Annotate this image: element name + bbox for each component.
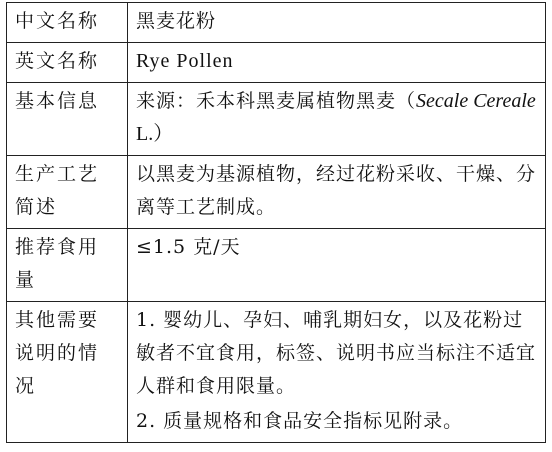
table-row-dosage	[7, 229, 546, 302]
row-value-english-name: Rye Pollen	[128, 43, 546, 83]
basic-info-latin-name: Secale Cereale	[416, 90, 536, 112]
table-row-basic-info	[7, 83, 546, 156]
table-row-english-name	[7, 43, 546, 83]
row-label-other-notes: 其他需要说明的情况	[7, 302, 128, 443]
row-value-basic-info	[128, 83, 546, 156]
row-label-basic-info: 基本信息	[7, 83, 128, 156]
info-table	[6, 2, 546, 443]
note-paragraph-2: 2. 质量规格和食品安全指标见附录。	[136, 410, 464, 432]
row-value-chinese-name: 黑麦花粉	[128, 3, 546, 43]
table-row-process	[7, 156, 546, 229]
basic-info-prefix: 来源：禾本科黑麦属植物黑麦（	[136, 90, 417, 112]
row-value-other-notes	[128, 302, 546, 443]
row-label-dosage: 推荐食用量	[7, 229, 128, 302]
row-label-process: 生产工艺简述	[7, 156, 128, 229]
note-paragraph-1: 1. 婴幼儿、孕妇、哺乳期妇女，以及花粉过敏者不宜食用，标签、说明书应当标注不适宜人群和食用限量。	[136, 309, 537, 397]
table-row-other-notes	[7, 302, 546, 443]
row-label-chinese-name: 中文名称	[7, 3, 128, 43]
row-value-dosage: ≤1.5 克/天	[128, 229, 546, 302]
basic-info-suffix: L.）	[136, 123, 174, 145]
row-label-english-name: 英文名称	[7, 43, 128, 83]
row-value-process: 以黑麦为基源植物，经过花粉采收、干燥、分离等工艺制成。	[128, 156, 546, 229]
table-row-chinese-name	[7, 3, 546, 43]
